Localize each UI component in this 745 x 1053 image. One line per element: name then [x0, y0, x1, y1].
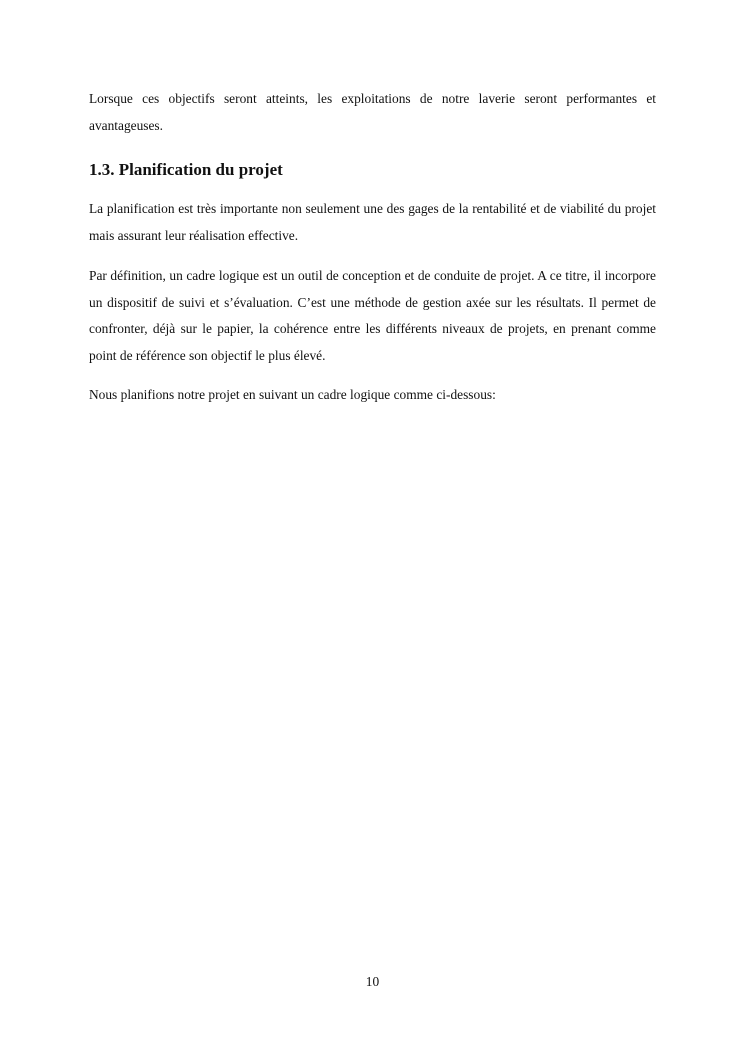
planning-method-paragraph: Nous planifions notre projet en suivant un cadre logique comme ci-dessous:: [89, 387, 496, 402]
section-heading: 1.3. Planification du projet: [89, 160, 283, 179]
page-number: 10: [365, 974, 380, 989]
planning-importance-paragraph: La planification est très importante non seulement une des gages de la rentabilité et de viabilité du projet mais assurant leur réalisation effective.: [89, 201, 656, 243]
intro-paragraph: Lorsque ces objectifs seront atteints, les exploitations de notre laverie seront performantes et avantageuses.: [89, 91, 656, 133]
page-content: [89, 86, 656, 409]
logical-framework-paragraph: Par définition, un cadre logique est un outil de conception et de conduite de projet. A ce titre, il incorpore un dispositif de suivi et s’évaluation. C’est une méthode de gestion axée sur les résultats. Il permet de confronter, déjà sur le papier, la cohérence entre les différents niveaux de projets, en prenant comme point de référence son objectif le plus élevé.: [89, 268, 656, 363]
